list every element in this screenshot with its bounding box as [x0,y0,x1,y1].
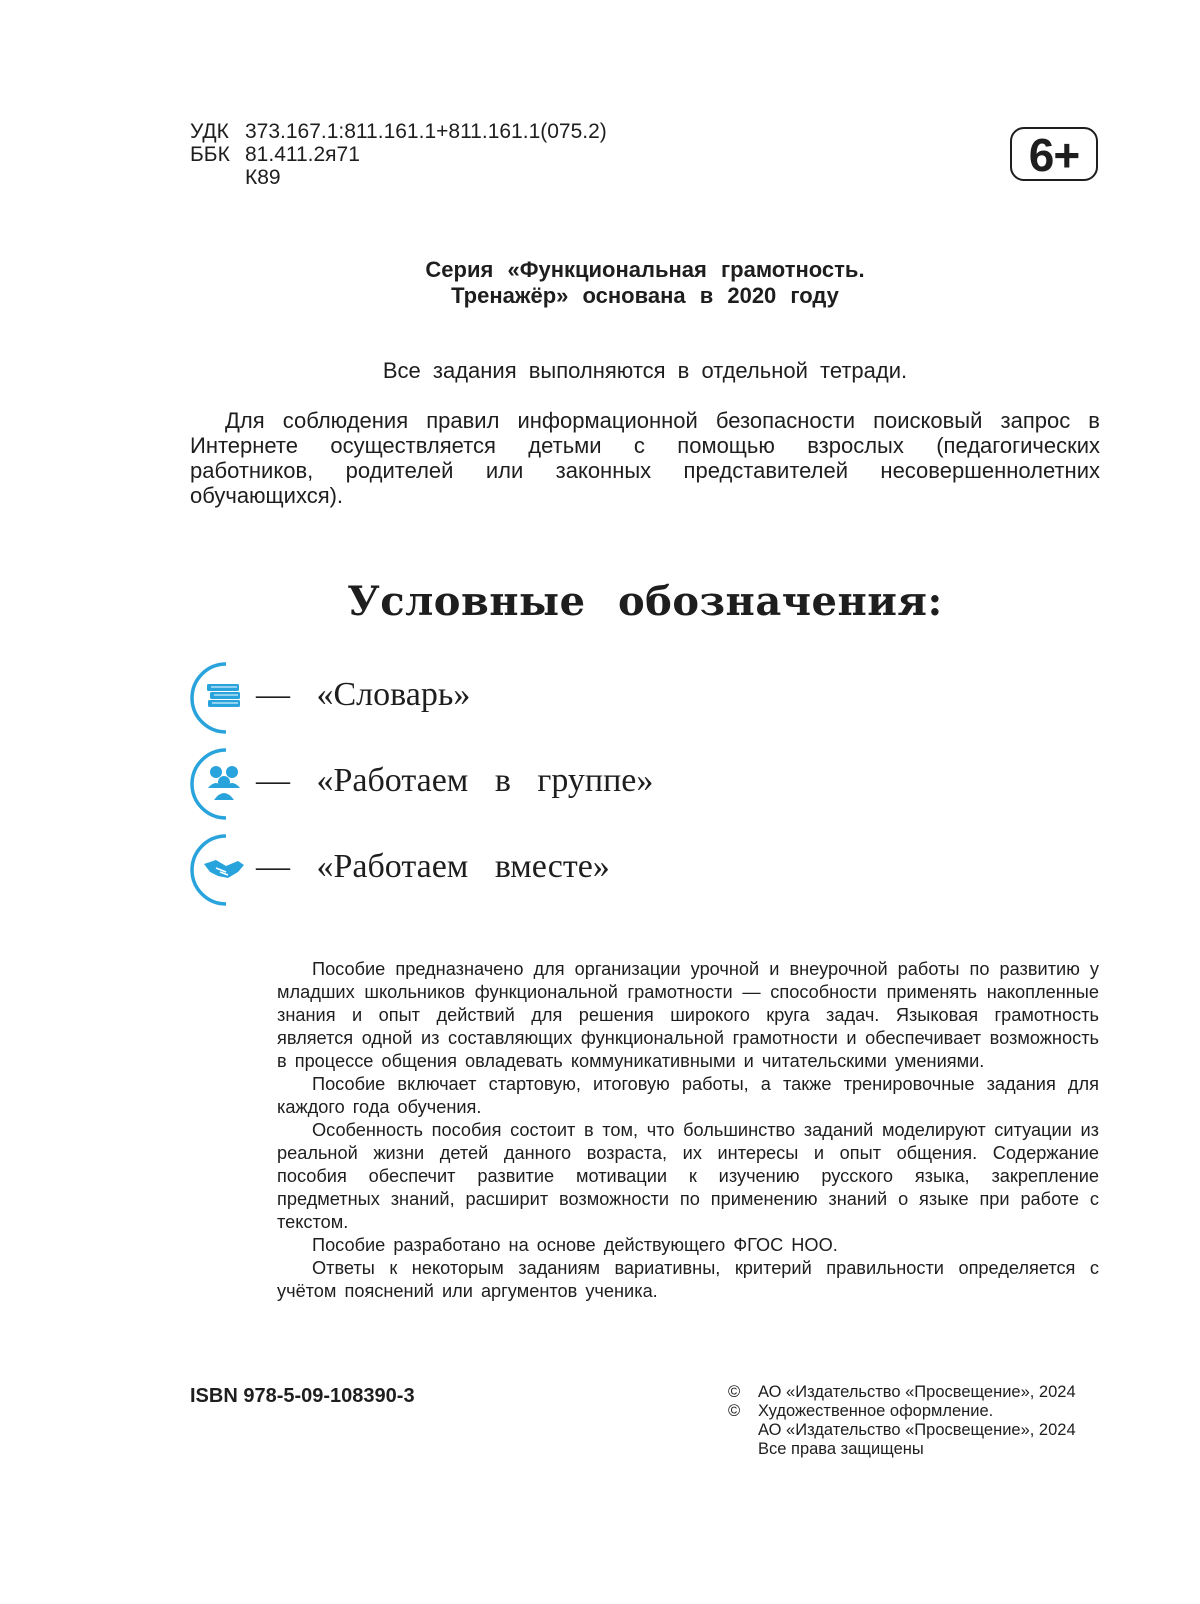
udk-value: 373.167.1:811.161.1+811.161.1(075.2) [245,120,607,143]
series-line-2: Тренажёр» основана в 2020 году [451,283,839,308]
copyright-block [728,1383,1108,1459]
bbk-line [190,143,360,166]
group-people-icon [190,744,250,824]
bbk-label: ББК [190,143,230,166]
legend-label-dictionary: — «Словарь» [256,676,471,713]
description-text [277,958,1099,1303]
series-line-1: Серия «Функциональная грамотность. [425,257,865,282]
isbn: ISBN 978-5-09-108390-3 [190,1385,415,1407]
legend-title: Условные обозначения: [347,578,943,625]
description-paragraph: Пособие разработано на основе действующего ФГОС НОО. [312,1235,838,1255]
legend-item-together [190,830,1090,910]
author-mark-line [190,166,281,189]
legend-label-group-work: — «Работаем в группе» [256,762,654,799]
copyright-line-1: АО «Издательство «Просвещение», 2024 [758,1383,1076,1401]
legend-label-together: — «Работаем вместе» [256,848,610,885]
age-rating-badge: 6+ [1010,127,1098,181]
description-paragraph: Особенность пособия состоит в том, что большинство заданий моделируют ситуации из реальной жизни детей данного возраста, их интересы и опыт общения. Содержание пособия обеспечит развитие мотивации к изучению русского языка, закрепление предметных знаний, расширит возможности по применению знаний о языке при работе с текстом. [277,1120,1099,1232]
rights-reserved: Все права защищены [758,1440,924,1458]
description-paragraph: Пособие предназначено для организации урочной и внеурочной работы по развитию у младших школьников функциональной грамотности — способности применять накопленные знания и опыт действий для решения широкого круга задач. Языковая грамотность является одной из составляющих функциональной грамотности и обеспечивает возможность в процессе общения овладевать коммуникативными и читательскими умениями. [277,959,1099,1071]
author-mark: К89 [245,166,281,189]
safety-note: Для соблюдения правил информационной безопасности поисковый запрос в Интернете осуществляется детьми с помощью взрослых (педагогических работников, родителей или законных представителей несовершеннолетних обучающихся). [190,408,1100,508]
description-paragraph: Ответы к некоторым заданиям вариативны, критерий правильности определяется с учётом пояснений или аргументов ученика. [277,1258,1099,1301]
bbk-value: 81.411.2я71 [245,143,360,166]
copyright-symbol: © [728,1383,741,1401]
legend-item-dictionary [190,658,1090,738]
copyright-symbol: © [728,1402,741,1420]
series-note [190,257,1100,309]
copyright-line-2b: АО «Издательство «Просвещение», 2024 [758,1421,1076,1439]
dictionary-books-icon [190,658,250,738]
handshake-icon [190,830,250,910]
legend-item-group-work [190,744,1090,824]
description-paragraph: Пособие включает стартовую, итоговую работы, а также тренировочные задания для каждого года обучения. [277,1074,1099,1117]
notebook-note: Все задания выполняются в отдельной тетради. [382,358,908,383]
copyright-line-2a: Художественное оформление. [758,1402,994,1420]
udk-line [190,120,607,143]
udk-label: УДК [190,120,229,143]
